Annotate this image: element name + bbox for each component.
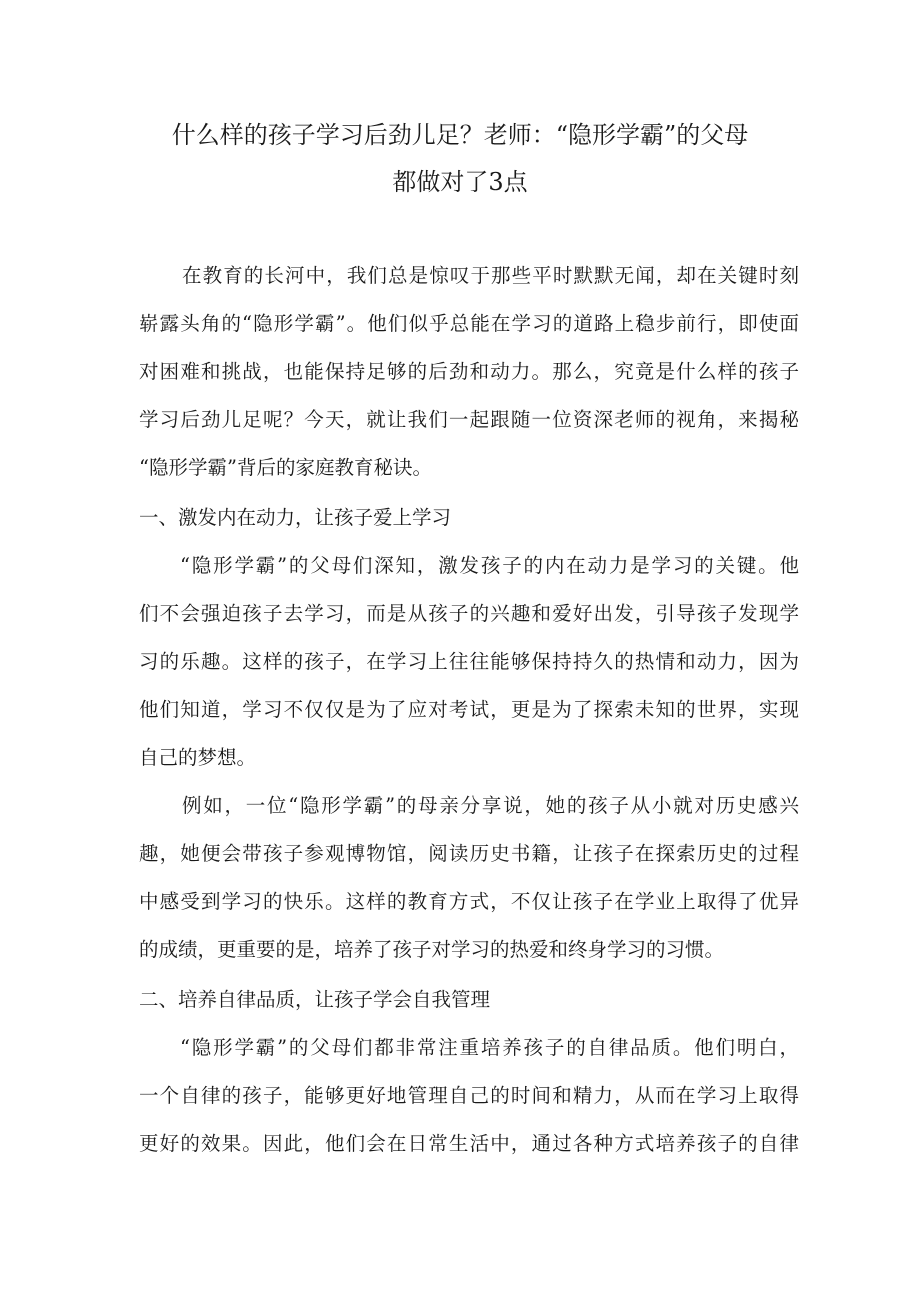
paragraph-line: 自己的梦想。 bbox=[139, 746, 257, 769]
paragraph-line: 例如，一位“隐形学霸”的母亲分享说，她的孩子从小就对历史感兴 bbox=[182, 794, 799, 817]
paragraph-line: 他们知道，学习不仅仅是为了应对考试，更是为了探索未知的世界，实现 bbox=[139, 698, 799, 721]
section-heading-2: 二、培养自律品质，让孩子学会自我管理 bbox=[139, 988, 491, 1011]
document-title-line-2: 都做对了3点 bbox=[392, 168, 528, 196]
paragraph-line: 中感受到学习的快乐。这样的教育方式，不仅让孩子在学业上取得了优异 bbox=[139, 890, 799, 913]
paragraph-line: 习的乐趣。这样的孩子，在学习上往往能够保持持久的热情和动力，因为 bbox=[139, 650, 799, 673]
document-title-line-1: 什么样的孩子学习后劲儿足？老师：“隐形学霸”的父母 bbox=[171, 121, 749, 149]
paragraph-line: 在教育的长河中，我们总是惊叹于那些平时默默无闻，却在关键时刻 bbox=[182, 264, 799, 287]
paragraph-line: 崭露头角的“隐形学霸”。他们似乎总能在学习的道路上稳步前行，即使面 bbox=[139, 312, 799, 335]
paragraph-line: 对困难和挑战，也能保持足够的后劲和动力。那么，究竟是什么样的孩子 bbox=[139, 360, 799, 383]
paragraph-line: 一个自律的孩子，能够更好地管理自己的时间和精力，从而在学习上取得 bbox=[139, 1084, 799, 1107]
section-heading-1: 一、激发内在动力，让孩子爱上学习 bbox=[139, 506, 452, 529]
paragraph-line: 更好的效果。因此，他们会在日常生活中，通过各种方式培养孩子的自律 bbox=[139, 1132, 799, 1155]
paragraph-line: 的成绩，更重要的是，培养了孩子对学习的热爱和终身学习的习惯。 bbox=[139, 938, 725, 961]
paragraph-line: “隐形学霸”的父母们都非常注重培养孩子的自律品质。他们明白， bbox=[180, 1036, 799, 1059]
paragraph-line: “隐形学霸”背后的家庭教育秘诀。 bbox=[139, 456, 432, 479]
paragraph-line: “隐形学霸”的父母们深知，激发孩子的内在动力是学习的关键。他 bbox=[180, 554, 799, 577]
paragraph-line: 们不会强迫孩子去学习，而是从孩子的兴趣和爱好出发，引导孩子发现学 bbox=[139, 602, 799, 625]
paragraph-line: 趣，她便会带孩子参观博物馆，阅读历史书籍，让孩子在探索历史的过程 bbox=[139, 842, 799, 865]
paragraph-line: 学习后劲儿足呢？今天，就让我们一起跟随一位资深老师的视角，来揭秘 bbox=[139, 408, 799, 431]
